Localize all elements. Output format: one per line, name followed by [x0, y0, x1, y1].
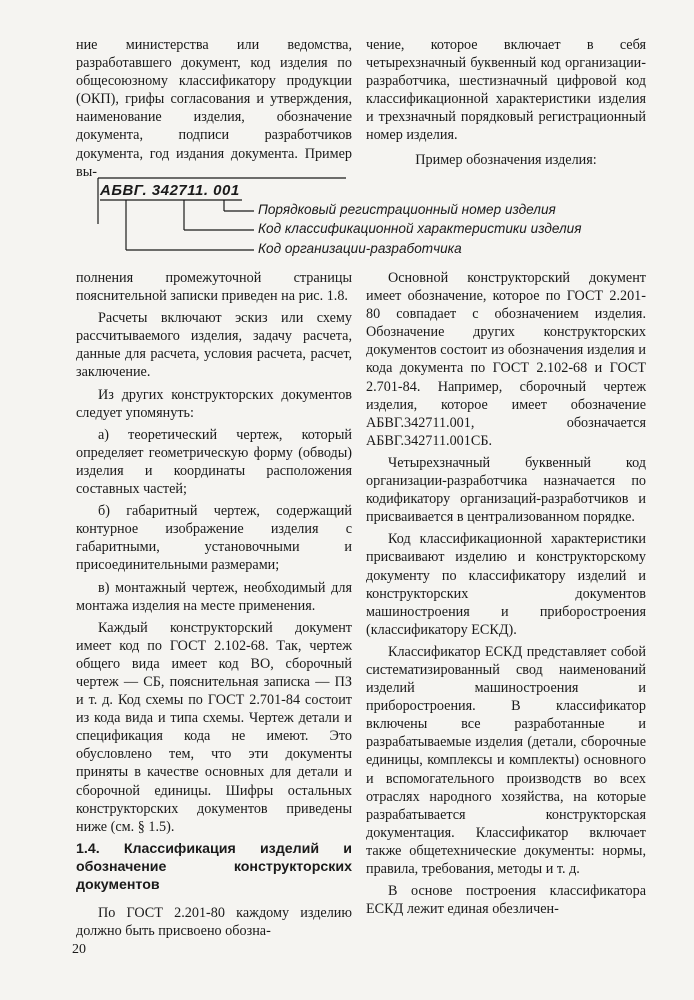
section-heading: 1.4. Классификация изделий и обозначение конструкторских документов: [76, 840, 352, 893]
list-item-a: а) теоретический чертеж, который определяет геометрическую форму (обводы) изделия и координаты расположения составных частей;: [76, 426, 352, 498]
paragraph: По ГОСТ 2.201-80 каждому изделию должно быть присвоено обозна-: [76, 905, 352, 940]
paragraph: Код классификационной характеристики присваивают изделию и конструкторскому документу по классификатору изделий и конструкторских документов машиностроения и приборостроения (классификатору ЕСКД).: [366, 531, 646, 638]
paragraph: Каждый конструкторский документ имеет код по ГОСТ 2.102-68. Так, чертеж общего вида имеет код ВО, сборочный чертеж — СБ, пояснительная записка — ПЗ и т. д. Код схемы по ГОСТ 2.701-84 состоит из кода вида и типа схемы. Чертеж детали и спецификация кода не имеют. Это обусловлено тем, что эти документы приняты в качестве основных для детали и сборочной единицы. Шифры остальных конструкторских документов приведены ниже (см. § 1.5).: [76, 619, 352, 835]
left-column-bottom: [76, 269, 352, 940]
paragraph: Расчеты включают эскиз или схему рассчитываемого изделия, задачу расчета, данные для расчета, условия расчета, расчет, заключение.: [76, 310, 352, 381]
left-column-top: [76, 36, 352, 181]
paragraph: В основе построения классификатора ЕСКД лежит единая обезличен-: [366, 883, 646, 918]
paragraph: ние министерства или ведомства, разработавшего документ, код изделия по общесоюзному классификатору продукции (ОКП), грифы согласования и утверждения, наименование изделия, обозначение документа, подписи разработчиков документа, год издания документа. Пример вы-: [76, 37, 352, 180]
paragraph: чение, которое включает в себя четырехзначный буквенный код организации-разработчика, шестизначный цифровой код классификационной характеристики изделия и трехзначный порядковый регистрационный номер изделия.: [366, 37, 646, 144]
label-registration-number: Порядковый регистрационный номер изделия: [258, 202, 556, 217]
page-number: 20: [72, 942, 86, 957]
list-item-c: в) монтажный чертеж, необходимый для монтажа изделия на месте применения.: [76, 579, 352, 614]
paragraph: Четырехзначный буквенный код организации-разработчика назначается по кодификатору организаций-разработчиков и присваивается в централизованном порядке.: [366, 454, 646, 526]
paragraph: Из других конструкторских документов следует упомянуть:: [76, 386, 352, 421]
example-title: Пример обозначения изделия:: [415, 151, 597, 168]
list-item-b: б) габаритный чертеж, содержащий контурное изображение изделия с габаритными, установочными и присоединительными размерами;: [76, 503, 352, 574]
designation-code: АБВГ. 342711. 001: [100, 182, 240, 199]
paragraph: Классификатор ЕСКД представляет собой систематизированный свод наименований изделий машиностроения и приборостроения. В классификатор включены все разработанные и разрабатываемые изделия (детали, сборочные единицы, комплексы и комплекты) основного и вспомогательного производств во всех отраслях народного хозяйства, на которые разрабатывается конструкторская документация. Классификатор включает также общетехнические документы: нормы, правила, требования, методы и т. д.: [366, 643, 646, 877]
label-classification-code: Код классификационной характеристики изделия: [258, 221, 582, 236]
label-organization-code: Код организации-разработчика: [258, 241, 462, 256]
paragraph: полнения промежуточной страницы пояснительной записки приведен на рис. 1.8.: [76, 270, 352, 305]
right-column-top: [366, 36, 646, 169]
designation-diagram: [96, 176, 616, 264]
paragraph: Основной конструкторский документ имеет обозначение, которое по ГОСТ 2.201-80 совпадает с обозначением изделия. Обозначение других конструкторских документов состоит из обозначения изделия и кода документа по ГОСТ 2.102-68 и ГОСТ 2.701-84. Например, сборочный чертеж изделия, которое имеет обозначение АБВГ.342711.001, обозначается АБВГ.342711.001СБ.: [366, 270, 646, 449]
right-column-bottom: [366, 269, 646, 918]
